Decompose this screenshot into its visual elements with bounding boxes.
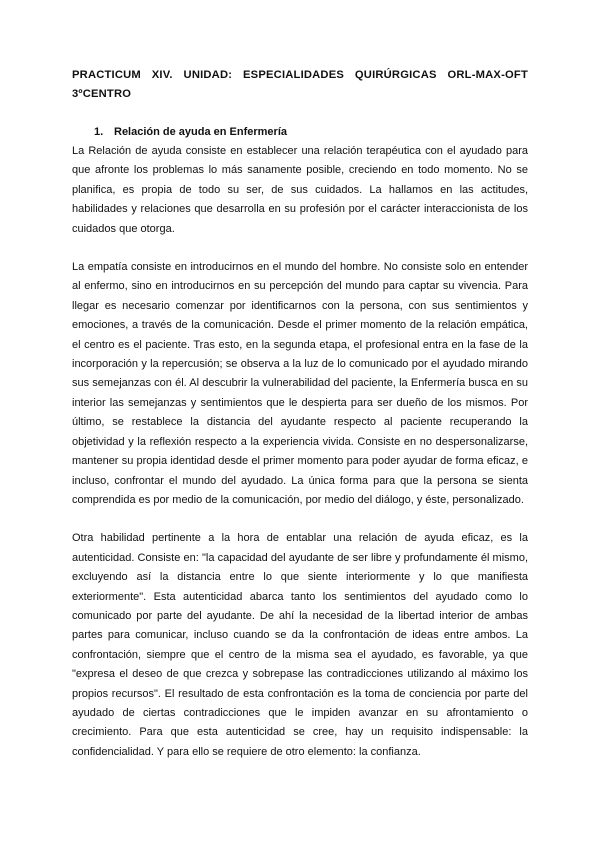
title-line-1: PRACTICUM XIV. UNIDAD: ESPECIALIDADES QUIRÚRGICAS ORL-MAX-OFT — [72, 69, 528, 81]
section-number: 1. — [94, 126, 104, 138]
page-title — [72, 66, 528, 104]
section-heading-text: Relación de ayuda en Enfermería — [114, 126, 288, 138]
title-line-2: 3ºCENTRO — [72, 88, 132, 100]
paragraph-empatia: La empatía consiste en introducirnos en el mundo del hombre. No consiste solo en entender al enfermo, sino en introducirnos en su percepción del mundo para captar su vivencia. Para llegar es necesario comenzar por identificarnos con la persona, con sus sentimientos y emociones, a través de la comunicación. Desde el primer momento de la relación empática, el centro es el paciente. Tras esto, en la segunda etapa, el profesional entra en la fase de la incorporación y la repercusión; se observa a la luz de lo comunicado por el ayudado mirando sus semejanzas con él. Al descubrir la vulnerabilidad del paciente, la Enfermería busca en su interior las semejanzas y sentimientos que le despierta para ser dueño de los mismos. Por último, se restablece la distancia del ayudante respecto al paciente recuperando la objetividad y la reflexión respecto a la experiencia vivida. Consiste en no despersonalizarse, mantener su propia identidad desde el primer momento para poder ayudar de forma eficaz, e incluso, confrontar el mundo del ayudado. La única forma para que la persona se sienta comprendida es por medio de la comunicación, por medio del diálogo, y éste, personalizado. — [72, 261, 528, 506]
section-heading — [94, 123, 528, 142]
paragraph-relacion-de-ayuda: La Relación de ayuda consiste en establecer una relación terapéutica con el ayudado para que afronte los problemas lo más sanamente posible, creciendo en todo momento. No se planifica, es propia de todo su ser, de sus cuidados. La hallamos en las actitudes, habilidades y relaciones que desarrolla en su profesión por el carácter interaccionista de los cuidados que otorga. — [72, 145, 528, 235]
paragraph-autenticidad: Otra habilidad pertinente a la hora de entablar una relación de ayuda eficaz, es la autenticidad. Consiste en: "la capacidad del ayudante de ser libre y profundamente él mismo, excluyendo así la distancia entre lo que siente interiormente y lo que manifiesta exteriormente". Esta autenticidad abarca tanto los sentimientos del ayudado como lo comunicado por parte del ayudante. De ahí la necesidad de la libertad interior de ambas partes para comunicar, incluso cuando se da la confrontación de ideas entre ambos. La confrontación, siempre que el centro de la misma sea el ayudado, es favorable, ya que "expresa el deseo de que crezca y sobrepase las contradicciones utilizando al máximo los propios recursos". El resultado de esta confrontación es la toma de conciencia por parte del ayudado de ciertas contradicciones que le impiden avanzar en su afrontamiento o crecimiento. Para que esta autenticidad se cree, hay un requisito indispensable: la confidencialidad. Y para ello se requiere de otro elemento: la confianza. — [72, 532, 528, 758]
